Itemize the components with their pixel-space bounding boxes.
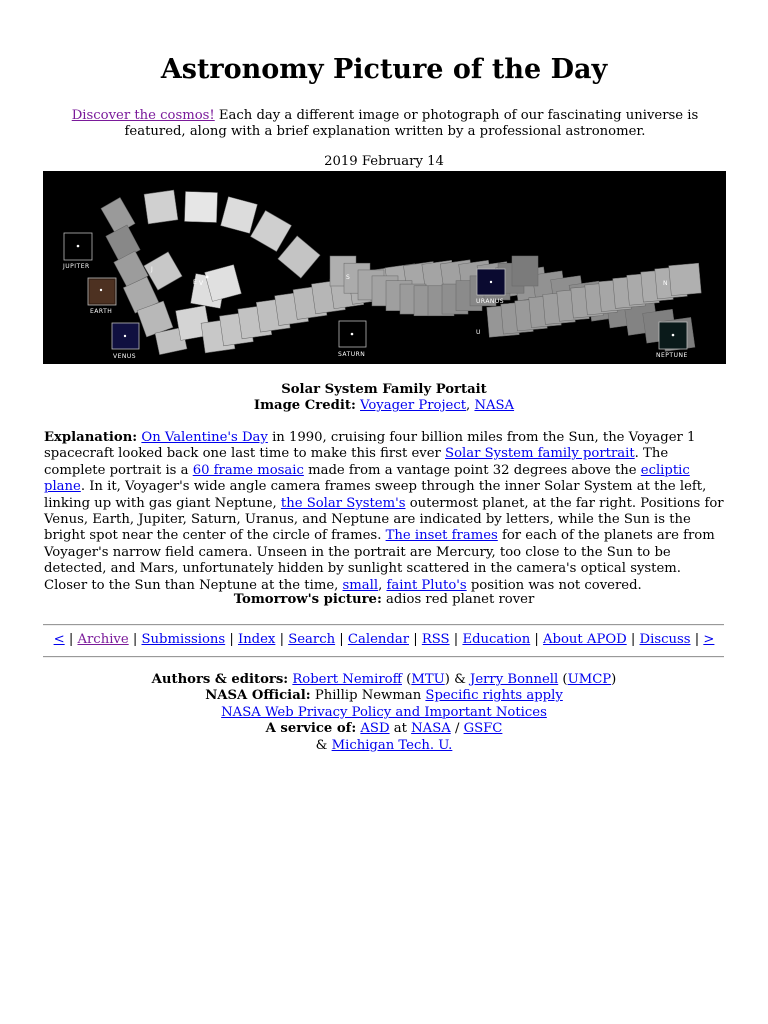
- explanation-text: for each of the planets are from Voyager's narrow field camera. Unseen in the portrait are Mercury, too close to the Sun to be detected, and Mars, unfortunately hidden by sunlight scattered in the camera's optical system. Closer to the Sun than Neptune at the time,: [44, 528, 715, 593]
- nav-separator: |: [409, 632, 422, 647]
- nav-link-index[interactable]: Index: [237, 632, 276, 647]
- neptune-label: NEPTUNE: [656, 352, 688, 359]
- explanation-link[interactable]: 60 frame mosaic: [192, 462, 304, 478]
- nav-separator: |: [225, 632, 238, 647]
- page-title: Astronomy Picture of the Day: [160, 54, 608, 85]
- author-nemiroff-link[interactable]: Robert Nemiroff: [292, 672, 402, 687]
- letter-j: J: [151, 266, 154, 273]
- nav-separator: |: [449, 632, 463, 647]
- explanation-link[interactable]: The inset frames: [385, 528, 498, 544]
- discover-cosmos-link[interactable]: Discover the cosmos!: [71, 108, 215, 123]
- voyager-project-link[interactable]: Voyager Project: [360, 398, 467, 414]
- neptune-inset: [659, 322, 687, 349]
- mosaic-frame: [512, 256, 538, 286]
- explanation-link[interactable]: the Solar System's: [280, 495, 406, 511]
- tomorrow-picture: [0, 592, 768, 608]
- image-credit-label: Image Credit:: [253, 398, 356, 414]
- nav-separator: |: [64, 632, 78, 647]
- explanation-link[interactable]: faint Pluto's: [386, 577, 467, 593]
- nav-link-calendar[interactable]: Calendar: [347, 632, 409, 647]
- credits-block: Authors & editors: Robert Nemiroff (MTU) & Jerry Bonnell (UMCP) NASA Official: Phillip Newman Specific rights apply NASA Web Privacy Policy and Important Notices A service of: ASD at NASA / GSFC & Michigan Tech. U.: [151, 672, 617, 753]
- saturn-label: SATURN: [338, 351, 366, 358]
- service-amp: &: [315, 737, 328, 753]
- explanation-link[interactable]: Solar System family portrait: [445, 446, 635, 462]
- credit-separator: ,: [466, 398, 475, 414]
- image-title: Solar System Family Portait: [281, 382, 487, 397]
- uranus-label: URANUS: [476, 298, 505, 305]
- divider-bottom: [43, 656, 724, 658]
- mosaic-frame: [669, 263, 702, 296]
- mosaic-frame: [184, 191, 217, 222]
- venus-inset: [112, 323, 139, 349]
- nav-link-archive[interactable]: Archive: [77, 632, 129, 647]
- gsfc-link[interactable]: GSFC: [463, 721, 503, 737]
- nav-separator: |: [626, 632, 640, 647]
- apod-date: 2019 February 14: [324, 154, 444, 169]
- explanation-body: [44, 430, 724, 593]
- nav-separator: |: [690, 632, 704, 647]
- solar-system-portrait-image: [43, 171, 726, 364]
- jupiter-inset: [64, 233, 92, 260]
- tomorrow-label: Tomorrow's picture:: [233, 592, 382, 607]
- authors-amp: &: [454, 672, 466, 687]
- nav-link-education[interactable]: Education: [462, 632, 531, 647]
- explanation-text: position was not covered.: [466, 577, 642, 593]
- intro-paragraph: [44, 108, 726, 141]
- nav-link-about-apod[interactable]: About APOD: [543, 632, 627, 647]
- apod-image-link[interactable]: [43, 171, 726, 364]
- nav-separator: |: [128, 632, 142, 647]
- explanation-paragraph: [44, 430, 726, 594]
- nasa-official-label: NASA Official:: [205, 688, 311, 704]
- explanation-label: Explanation:: [44, 430, 138, 445]
- divider-top: [43, 624, 724, 626]
- letter-s: S: [346, 274, 351, 281]
- saturn-inset: [339, 321, 366, 347]
- rights-link[interactable]: Specific rights apply: [425, 688, 563, 704]
- nav-separator: |: [335, 632, 348, 647]
- tomorrow-text: adios red planet rover: [381, 592, 535, 607]
- letter-n: N: [663, 280, 668, 287]
- nav-link-prev[interactable]: <: [53, 632, 65, 647]
- letter-v: V: [199, 280, 204, 287]
- nav-separator: |: [275, 632, 289, 647]
- nav-link-submissions[interactable]: Submissions: [141, 632, 226, 647]
- explanation-text: . The complete portrait is a: [44, 446, 669, 478]
- author-bonnell-link[interactable]: Jerry Bonnell: [470, 672, 559, 687]
- asd-link[interactable]: ASD: [360, 721, 390, 737]
- uranus-inset: [477, 269, 505, 295]
- letter-u: U: [476, 329, 481, 336]
- nasa-official-name: Phillip Newman: [314, 688, 422, 704]
- intro-text: Each day a different image or photograph of our fascinating universe is featured, along with a brief explanation written by a professional astronomer.: [124, 108, 699, 140]
- jupiter-label: JUPITER: [63, 263, 90, 270]
- nasa-credit-link[interactable]: NASA: [474, 398, 515, 414]
- explanation-text: in 1990, cruising four billion miles from the Sun, the Voyager 1 spacecraft looked back one last time to make this first ever: [44, 430, 696, 462]
- explanation-text: made from a vantage point 32 degrees above the: [303, 462, 641, 478]
- umcp-link[interactable]: UMCP: [567, 672, 612, 687]
- nav-link-search[interactable]: Search: [288, 632, 336, 647]
- caption: [0, 382, 768, 415]
- nasa-service-link[interactable]: NASA: [411, 721, 451, 737]
- nav-link-next[interactable]: >: [703, 632, 715, 647]
- mosaic-frame: [144, 190, 178, 224]
- explanation-link[interactable]: ecliptic plane: [44, 462, 690, 495]
- service-label: A service of:: [265, 721, 357, 737]
- mtu-link[interactable]: MTU: [411, 672, 445, 687]
- explanation-text: outermost planet, at the far right. Positions for Venus, Earth, Jupiter, Saturn, Uranus, and Neptune are indicated by letters, while the Sun is the bright spot near the center of the circle of frames.: [44, 495, 724, 544]
- service-at: at: [393, 721, 407, 737]
- authors-label: Authors & editors:: [151, 672, 289, 687]
- nav-bar: [0, 632, 768, 648]
- nav-link-discuss[interactable]: Discuss: [639, 632, 691, 647]
- nav-link-rss[interactable]: RSS: [421, 632, 450, 647]
- venus-label: VENUS: [113, 353, 137, 360]
- nav-separator: |: [530, 632, 544, 647]
- privacy-policy-link[interactable]: NASA Web Privacy Policy and Important Notices: [221, 704, 547, 720]
- earth-inset: [88, 278, 116, 305]
- explanation-link[interactable]: small: [342, 577, 379, 593]
- michigan-tech-link[interactable]: Michigan Tech. U.: [331, 737, 453, 753]
- sun-spot: [206, 276, 209, 279]
- explanation-link[interactable]: On Valentine's Day: [141, 430, 268, 445]
- letter-e: E: [193, 279, 198, 286]
- explanation-text: ,: [378, 577, 387, 593]
- explanation-text: . In it, Voyager's wide angle camera frames sweep through the inner Solar System at the left, linking up with gas giant Neptune,: [44, 479, 707, 511]
- earth-label: EARTH: [90, 308, 113, 315]
